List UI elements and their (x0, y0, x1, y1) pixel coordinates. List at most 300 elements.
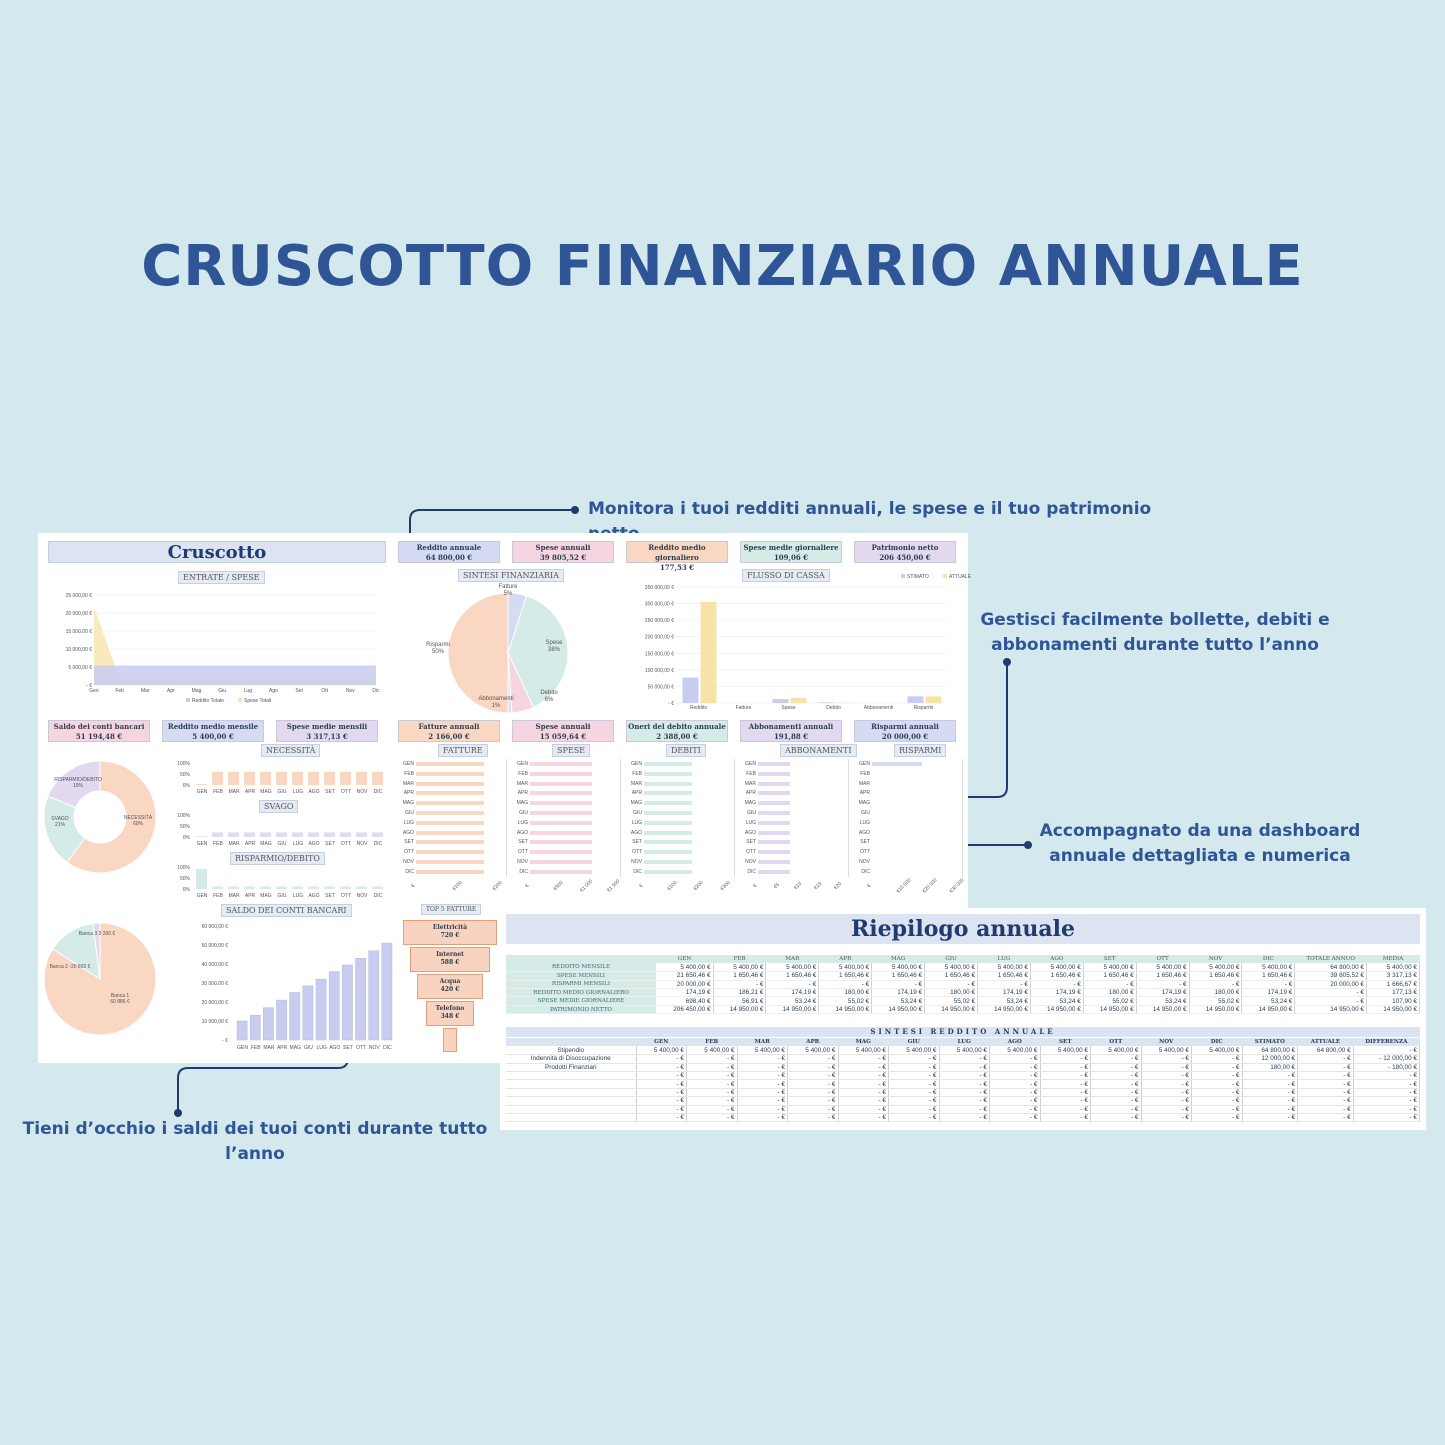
table-cell[interactable]: - € (990, 1063, 1041, 1071)
table-cell[interactable]: - € (737, 1097, 788, 1105)
table-cell[interactable]: - € (1298, 1097, 1354, 1105)
table-cell[interactable]: - € (889, 1105, 940, 1113)
table-cell[interactable]: - € (990, 1105, 1041, 1113)
table-cell[interactable]: - € (636, 1063, 687, 1071)
hbar (758, 801, 790, 805)
table-row (506, 1088, 1420, 1096)
table-cell[interactable]: - € (1091, 1097, 1142, 1105)
table-cell[interactable]: 180,00 € (1242, 1063, 1298, 1071)
table-cell[interactable]: 53,24 € (1136, 997, 1189, 1005)
table-cell[interactable]: 64 800,00 € (1298, 1046, 1354, 1054)
table-cell[interactable]: - € (838, 1063, 889, 1071)
table-cell[interactable]: - € (1242, 1088, 1298, 1096)
table-cell[interactable]: - € (1091, 1055, 1142, 1063)
table-cell[interactable]: 206 450,00 € (656, 1005, 713, 1013)
table-cell[interactable]: 5 400,00 € (788, 1046, 839, 1054)
table-cell[interactable]: - € (990, 1114, 1041, 1122)
bar (276, 772, 287, 785)
table-cell[interactable]: 5 400,00 € (1083, 963, 1136, 971)
table-cell[interactable]: - € (838, 1097, 889, 1105)
table-cell[interactable]: - € (687, 1055, 738, 1063)
table-cell[interactable]: - € (737, 1080, 788, 1088)
hbar (758, 840, 790, 844)
x-tick-label: € (638, 882, 645, 890)
table-cell[interactable]: - € (990, 1088, 1041, 1096)
table-cell[interactable]: 5 400,00 € (737, 1046, 788, 1054)
table-cell[interactable]: - € (788, 1114, 839, 1122)
table-cell[interactable]: - € (1141, 1097, 1192, 1105)
table-cell[interactable]: - € (990, 1080, 1041, 1088)
table-cell[interactable]: - € (1192, 1072, 1243, 1080)
table-cell[interactable]: - € (889, 1080, 940, 1088)
table-cell[interactable]: 5 400,00 € (687, 1046, 738, 1054)
table-cell[interactable]: - € (1141, 1105, 1192, 1113)
hbar (530, 772, 592, 776)
table-cell[interactable]: - € (1141, 1088, 1192, 1096)
table-cell[interactable]: 5 400,00 € (1366, 963, 1419, 971)
table-cell[interactable]: - € (636, 1088, 687, 1096)
table-cell[interactable]: 1 666,67 € (1366, 980, 1419, 988)
bar (324, 832, 335, 837)
table-cell[interactable]: - € (838, 1055, 889, 1063)
table-cell[interactable]: 14 950,00 € (1136, 1005, 1189, 1013)
table-cell[interactable]: 5 400,00 € (872, 963, 925, 971)
table-cell[interactable]: - € (838, 1114, 889, 1122)
x-tick-label: Debito (826, 705, 841, 711)
table-cell[interactable]: - € (1040, 1097, 1091, 1105)
table-cell[interactable]: - € (1189, 980, 1242, 988)
table-cell[interactable]: - € (636, 1080, 687, 1088)
table-cell[interactable]: - € (687, 1072, 738, 1080)
table-cell[interactable]: 5 400,00 € (1141, 1046, 1192, 1054)
table-cell[interactable]: - € (939, 1072, 990, 1080)
row-label: Stipendio (506, 1046, 636, 1054)
col-header: MAG (838, 1038, 889, 1046)
table-cell[interactable]: 55,02 € (1083, 997, 1136, 1005)
table-cell[interactable]: 5 400,00 € (838, 1046, 889, 1054)
table-cell[interactable]: 53,24 € (978, 997, 1031, 1005)
month-label: GIU (861, 810, 870, 816)
table-cell[interactable]: - € (1192, 1105, 1243, 1113)
table-cell[interactable]: - € (788, 1080, 839, 1088)
table-cell[interactable]: 1 650,46 € (766, 972, 819, 980)
table-cell[interactable]: - € (1141, 1055, 1192, 1063)
table-cell[interactable]: 12 000,00 € (1242, 1055, 1298, 1063)
table-cell[interactable]: - € (1141, 1063, 1192, 1071)
table-cell[interactable]: - € (636, 1105, 687, 1113)
month-label: GEN (631, 761, 642, 767)
month-label: MAG (402, 800, 414, 807)
kpi-value: 5 400,00 € (192, 732, 234, 741)
table-cell[interactable]: - € (1040, 1055, 1091, 1063)
table-cell[interactable]: 14 950,00 € (1295, 1005, 1367, 1013)
y-tick-label: 300 000,00 € (644, 601, 674, 608)
table-cell[interactable]: 180,00 € (819, 989, 872, 997)
table-cell[interactable]: - € (838, 1105, 889, 1113)
table-cell[interactable]: - € (838, 1072, 889, 1080)
table-cell[interactable]: 180,00 € (1083, 989, 1136, 997)
month-label: GIU (633, 810, 642, 816)
table-cell[interactable]: 698,40 € (656, 997, 713, 1005)
legend-swatch (186, 698, 190, 702)
table-cell[interactable]: - € (1136, 980, 1189, 988)
table-cell[interactable]: - € (737, 1114, 788, 1122)
table-cell[interactable]: 1 650,46 € (872, 972, 925, 980)
table-cell[interactable]: - € (737, 1088, 788, 1096)
x-tick-label: Risparmi (913, 705, 934, 711)
table-cell[interactable]: - € (636, 1097, 687, 1105)
table-cell[interactable]: 1 650,46 € (819, 972, 872, 980)
table-cell[interactable]: - € (1353, 1114, 1419, 1122)
table-cell[interactable]: 180,00 € (1189, 989, 1242, 997)
table-cell[interactable]: - € (1353, 1097, 1419, 1105)
table-cell[interactable]: - € (1091, 1088, 1142, 1096)
callout-detailed: Accompagnato da una dashboard annuale dettagliata e numerica (1039, 821, 1361, 866)
table-cell[interactable]: 1 650,46 € (925, 972, 978, 980)
col-header: GEN (656, 955, 713, 963)
table-cell[interactable]: - € (978, 980, 1031, 988)
table-cell[interactable]: - € (889, 1063, 940, 1071)
table-cell[interactable]: - € (939, 1080, 990, 1088)
summary-heading: Riepilogo annuale (506, 914, 1420, 944)
table-cell[interactable]: - € (1242, 1072, 1298, 1080)
table-cell[interactable]: - € (1353, 1105, 1419, 1113)
table-cell[interactable]: 5 400,00 € (1040, 1046, 1091, 1054)
row-label: REDDITO MEDIO GIORNALIERO (506, 989, 656, 997)
table-cell[interactable]: - € (1242, 980, 1295, 988)
table-cell[interactable]: 5 400,00 € (636, 1046, 687, 1054)
table-cell[interactable]: - € (1192, 1097, 1243, 1105)
table-cell[interactable]: 174,19 € (872, 989, 925, 997)
table-cell[interactable]: - € (1298, 1080, 1354, 1088)
table-cell[interactable]: - € (1040, 1088, 1091, 1096)
table-row (506, 1055, 1420, 1063)
month-label: APR (859, 790, 870, 797)
bar (308, 887, 319, 889)
table-cell[interactable]: - € (1030, 980, 1083, 988)
kpi-label: Reddito medio giornaliero (648, 543, 706, 562)
table-cell[interactable]: 5 400,00 € (889, 1046, 940, 1054)
table-cell[interactable]: - € (636, 1114, 687, 1122)
month-label: GEN (517, 761, 528, 767)
table-cell[interactable]: 107,90 € (1366, 997, 1419, 1005)
table-cell[interactable]: - € (1091, 1080, 1142, 1088)
table-cell[interactable]: - € (1040, 1080, 1091, 1088)
col-header: LUG (978, 955, 1031, 963)
table-cell[interactable]: 5 400,00 € (1189, 963, 1242, 971)
bar (926, 696, 942, 703)
month-label: FEB (746, 770, 756, 777)
table-cell[interactable]: - € (889, 1055, 940, 1063)
table-row (506, 997, 1420, 1005)
table-cell[interactable]: 53,24 € (766, 997, 819, 1005)
table-row (506, 1046, 1420, 1054)
x-tick-label: Spese (781, 705, 796, 711)
y-tick-label: 10 000,00 € (65, 647, 92, 653)
table-cell[interactable]: - € (1192, 1080, 1243, 1088)
table-cell[interactable]: - € (1298, 1072, 1354, 1080)
month-label: MAR (630, 780, 642, 787)
table-cell[interactable]: - € (819, 980, 872, 988)
table-cell[interactable]: - € (925, 980, 978, 988)
x-tick-label: Apr (167, 688, 175, 694)
table-cell[interactable]: 20 000,00 € (656, 980, 713, 988)
table-cell[interactable]: - € (1353, 1080, 1419, 1088)
table-cell[interactable]: - € (1091, 1105, 1142, 1113)
month-label: APR (517, 790, 528, 797)
table-cell[interactable]: 1 650,46 € (1083, 972, 1136, 980)
table-cell[interactable]: - € (788, 1097, 839, 1105)
table-cell[interactable]: - € (990, 1097, 1041, 1105)
table-cell[interactable]: - € (687, 1088, 738, 1096)
table-cell[interactable]: - € (788, 1072, 839, 1080)
table-row (506, 1114, 1420, 1122)
table-cell[interactable]: - 180,00 € (1353, 1063, 1419, 1071)
month-label: APR (745, 790, 756, 797)
table-cell[interactable]: - € (737, 1055, 788, 1063)
table-cell[interactable]: - € (889, 1114, 940, 1122)
callout-bills: Gestisci facilmente bollette, debiti e abbonamenti durante tutto l’anno (980, 610, 1330, 655)
table-cell[interactable]: 180,00 € (925, 989, 978, 997)
table-cell[interactable]: - € (1353, 1088, 1419, 1096)
table-cell[interactable]: 3 317,13 € (1366, 972, 1419, 980)
table-cell[interactable]: - € (1298, 1063, 1354, 1071)
table-cell[interactable]: - € (1242, 1114, 1298, 1122)
y-tick-label: 100 000,00 € (644, 667, 674, 674)
table-cell[interactable]: 14 950,00 € (1030, 1005, 1083, 1013)
table-cell[interactable]: - € (1298, 1055, 1354, 1063)
table-cell[interactable]: 14 950,00 € (713, 1005, 766, 1013)
table-cell[interactable]: - € (838, 1088, 889, 1096)
table-cell[interactable]: - € (889, 1088, 940, 1096)
x-tick-label: €100 (666, 879, 679, 893)
month-label: OTT (518, 849, 528, 856)
table-cell[interactable]: 1 650,46 € (1242, 972, 1295, 980)
bar (372, 772, 383, 785)
table-cell[interactable]: 53,24 € (1242, 997, 1295, 1005)
table-cell[interactable]: - € (990, 1072, 1041, 1080)
table-cell[interactable]: 5 400,00 € (1192, 1046, 1243, 1054)
table-cell[interactable]: - € (889, 1072, 940, 1080)
table-cell[interactable]: - 12 000,00 € (1353, 1055, 1419, 1063)
table-cell[interactable]: - € (1040, 1063, 1091, 1071)
table-cell[interactable]: - € (1192, 1114, 1243, 1122)
x-tick-label: € (752, 882, 759, 890)
table-cell[interactable]: - € (788, 1088, 839, 1096)
table-cell[interactable]: - € (1353, 1072, 1419, 1080)
table-cell[interactable]: - € (1298, 1088, 1354, 1096)
table-cell[interactable]: 5 400,00 € (1136, 963, 1189, 971)
kpi-card (626, 720, 728, 742)
table-cell[interactable]: 186,21 € (713, 989, 766, 997)
table-cell[interactable]: - € (1295, 989, 1367, 997)
table-cell[interactable]: - € (1242, 1097, 1298, 1105)
table-cell[interactable]: 64 800,00 € (1295, 963, 1367, 971)
table-cell[interactable]: - € (990, 1055, 1041, 1063)
debiti-title: DEBITI (666, 744, 706, 757)
x-tick-label: FEB (213, 893, 223, 899)
table-cell[interactable]: - € (636, 1072, 687, 1080)
table-cell[interactable]: - € (1091, 1072, 1142, 1080)
x-tick-label: LUG (292, 789, 304, 795)
table-cell[interactable]: 5 400,00 € (1242, 963, 1295, 971)
table-cell[interactable]: 20 000,00 € (1295, 980, 1367, 988)
kpi-label: Spese medie giornaliere (743, 543, 839, 552)
x-tick-label: MAR (228, 841, 240, 847)
x-tick-label: € (524, 882, 531, 890)
table-cell[interactable]: - € (1298, 1105, 1354, 1113)
table-cell[interactable]: 14 950,00 € (819, 1005, 872, 1013)
table-cell[interactable]: - € (737, 1072, 788, 1080)
table-cell[interactable]: - € (1091, 1063, 1142, 1071)
table-cell[interactable]: - € (838, 1080, 889, 1088)
top5-title: TOP 5 FATTURE (421, 904, 481, 915)
table-cell[interactable]: 53,24 € (1030, 997, 1083, 1005)
table-cell[interactable]: 55,02 € (819, 997, 872, 1005)
x-tick-label: SET (325, 893, 335, 899)
table-cell[interactable]: 177,13 € (1366, 989, 1419, 997)
table-cell[interactable]: 14 950,00 € (1366, 1005, 1419, 1013)
table-cell[interactable]: - € (1040, 1114, 1091, 1122)
kpi-value: 191,88 € (773, 732, 809, 741)
month-label: SET (404, 839, 414, 846)
hbar (530, 831, 592, 835)
table-cell[interactable]: 53,24 € (872, 997, 925, 1005)
table-cell[interactable]: - € (687, 1114, 738, 1122)
table-cell[interactable]: - € (687, 1097, 738, 1105)
table-cell[interactable]: 5 400,00 € (713, 963, 766, 971)
table-cell[interactable]: - € (1353, 1046, 1419, 1054)
table-cell[interactable]: - € (1141, 1072, 1192, 1080)
bar (292, 772, 303, 785)
table-cell[interactable]: - € (939, 1055, 990, 1063)
table-cell[interactable]: - € (737, 1063, 788, 1071)
table-cell[interactable]: 1 650,46 € (1136, 972, 1189, 980)
table-cell[interactable]: - € (939, 1097, 990, 1105)
table-cell[interactable]: - € (939, 1063, 990, 1071)
table-cell[interactable]: 14 950,00 € (1189, 1005, 1242, 1013)
table-cell[interactable]: - € (939, 1114, 990, 1122)
table-cell[interactable]: 64 800,00 € (1242, 1046, 1298, 1054)
table-cell[interactable]: - € (1040, 1105, 1091, 1113)
table-row (506, 989, 1420, 997)
kpi-card (740, 720, 842, 742)
table-cell[interactable]: 55,02 € (925, 997, 978, 1005)
table-cell[interactable]: - € (687, 1080, 738, 1088)
x-tick-label: €20 000 (921, 877, 939, 895)
kpi-value: 15 059,64 € (539, 732, 587, 741)
table-cell[interactable]: 174,19 € (1136, 989, 1189, 997)
table-cell[interactable]: 21 650,46 € (656, 972, 713, 980)
table-cell[interactable]: 14 950,00 € (872, 1005, 925, 1013)
table-cell[interactable]: - € (713, 980, 766, 988)
table-cell[interactable]: 14 950,00 € (1083, 1005, 1136, 1013)
table-cell[interactable]: - € (766, 980, 819, 988)
table-cell[interactable]: - € (788, 1063, 839, 1071)
table-cell[interactable]: - € (1192, 1088, 1243, 1096)
table-cell[interactable]: 5 400,00 € (656, 963, 713, 971)
table-cell[interactable]: 14 950,00 € (766, 1005, 819, 1013)
x-tick-label: MAG (260, 841, 272, 847)
table-cell[interactable]: - € (1298, 1114, 1354, 1122)
legend-label: STIMATO (907, 574, 929, 580)
table-cell[interactable]: - € (737, 1105, 788, 1113)
table-cell[interactable]: 14 950,00 € (978, 1005, 1031, 1013)
y-tick-label: 0% (182, 835, 190, 841)
hbar (416, 831, 484, 835)
table-cell[interactable]: 1 650,46 € (1189, 972, 1242, 980)
table-cell[interactable]: 174,19 € (656, 989, 713, 997)
table-cell[interactable]: - € (1141, 1080, 1192, 1088)
table-cell[interactable]: 174,19 € (1242, 989, 1295, 997)
table-cell[interactable]: - € (788, 1105, 839, 1113)
hbar (644, 850, 692, 854)
kpi-value: 177,53 € (659, 563, 695, 572)
chart-divider (506, 759, 507, 877)
table-cell[interactable]: 14 950,00 € (1242, 1005, 1295, 1013)
table-cell[interactable]: 56,91 € (713, 997, 766, 1005)
table-cell[interactable]: 174,19 € (978, 989, 1031, 997)
table-cell[interactable]: 1 650,46 € (713, 972, 766, 980)
table-cell[interactable]: - € (1192, 1063, 1243, 1071)
table-cell[interactable]: - € (1192, 1055, 1243, 1063)
bar (773, 699, 789, 703)
necessita-title: NECESSITÀ (261, 744, 320, 757)
table-cell[interactable]: 174,19 € (1030, 989, 1083, 997)
table-cell[interactable]: - € (687, 1063, 738, 1071)
table-cell[interactable]: - € (1242, 1105, 1298, 1113)
table-cell[interactable]: 14 950,00 € (925, 1005, 978, 1013)
table-cell[interactable]: 174,19 € (766, 989, 819, 997)
table-cell[interactable]: - € (1242, 1080, 1298, 1088)
table-cell[interactable]: 39 805,52 € (1295, 972, 1367, 980)
table-cell[interactable]: 5 400,00 € (1091, 1046, 1142, 1054)
table-cell[interactable]: - € (939, 1105, 990, 1113)
pie-label: Banca 2 -20 892 € (49, 964, 91, 970)
table-cell[interactable]: 5 400,00 € (1030, 963, 1083, 971)
row-label: REDDITO MENSILE (506, 963, 656, 971)
month-label: MAG (516, 800, 528, 807)
table-cell[interactable]: - € (636, 1055, 687, 1063)
corner-cell (506, 955, 656, 963)
table-cell[interactable]: 1 650,46 € (1030, 972, 1083, 980)
table-cell[interactable]: 5 400,00 € (925, 963, 978, 971)
table-cell[interactable]: - € (1083, 980, 1136, 988)
table-cell[interactable]: 5 400,00 € (939, 1046, 990, 1054)
table-cell[interactable]: 5 400,00 € (990, 1046, 1041, 1054)
funnel-label: Acqua (439, 978, 461, 985)
table-cell[interactable]: - € (872, 980, 925, 988)
table-cell[interactable]: - € (687, 1105, 738, 1113)
table-cell[interactable]: - € (1141, 1114, 1192, 1122)
table-cell[interactable]: 55,02 € (1189, 997, 1242, 1005)
month-label: SET (746, 839, 756, 846)
row-label: SPESE MEDIE GIORNALIERE (506, 997, 656, 1005)
table-cell[interactable]: - € (788, 1055, 839, 1063)
table-cell[interactable]: - € (939, 1088, 990, 1096)
table-cell[interactable]: - € (1091, 1114, 1142, 1122)
x-tick-label: Lug (243, 688, 252, 694)
table-cell[interactable]: 5 400,00 € (978, 963, 1031, 971)
table-cell[interactable]: 5 400,00 € (819, 963, 872, 971)
col-header: GIU (925, 955, 978, 963)
col-header: SET (1083, 955, 1136, 963)
table-cell[interactable]: - € (1295, 997, 1367, 1005)
table-cell[interactable]: 5 400,00 € (766, 963, 819, 971)
table-cell[interactable]: - € (1040, 1072, 1091, 1080)
table-cell[interactable]: - € (889, 1097, 940, 1105)
table-cell[interactable]: 1 650,46 € (978, 972, 1031, 980)
